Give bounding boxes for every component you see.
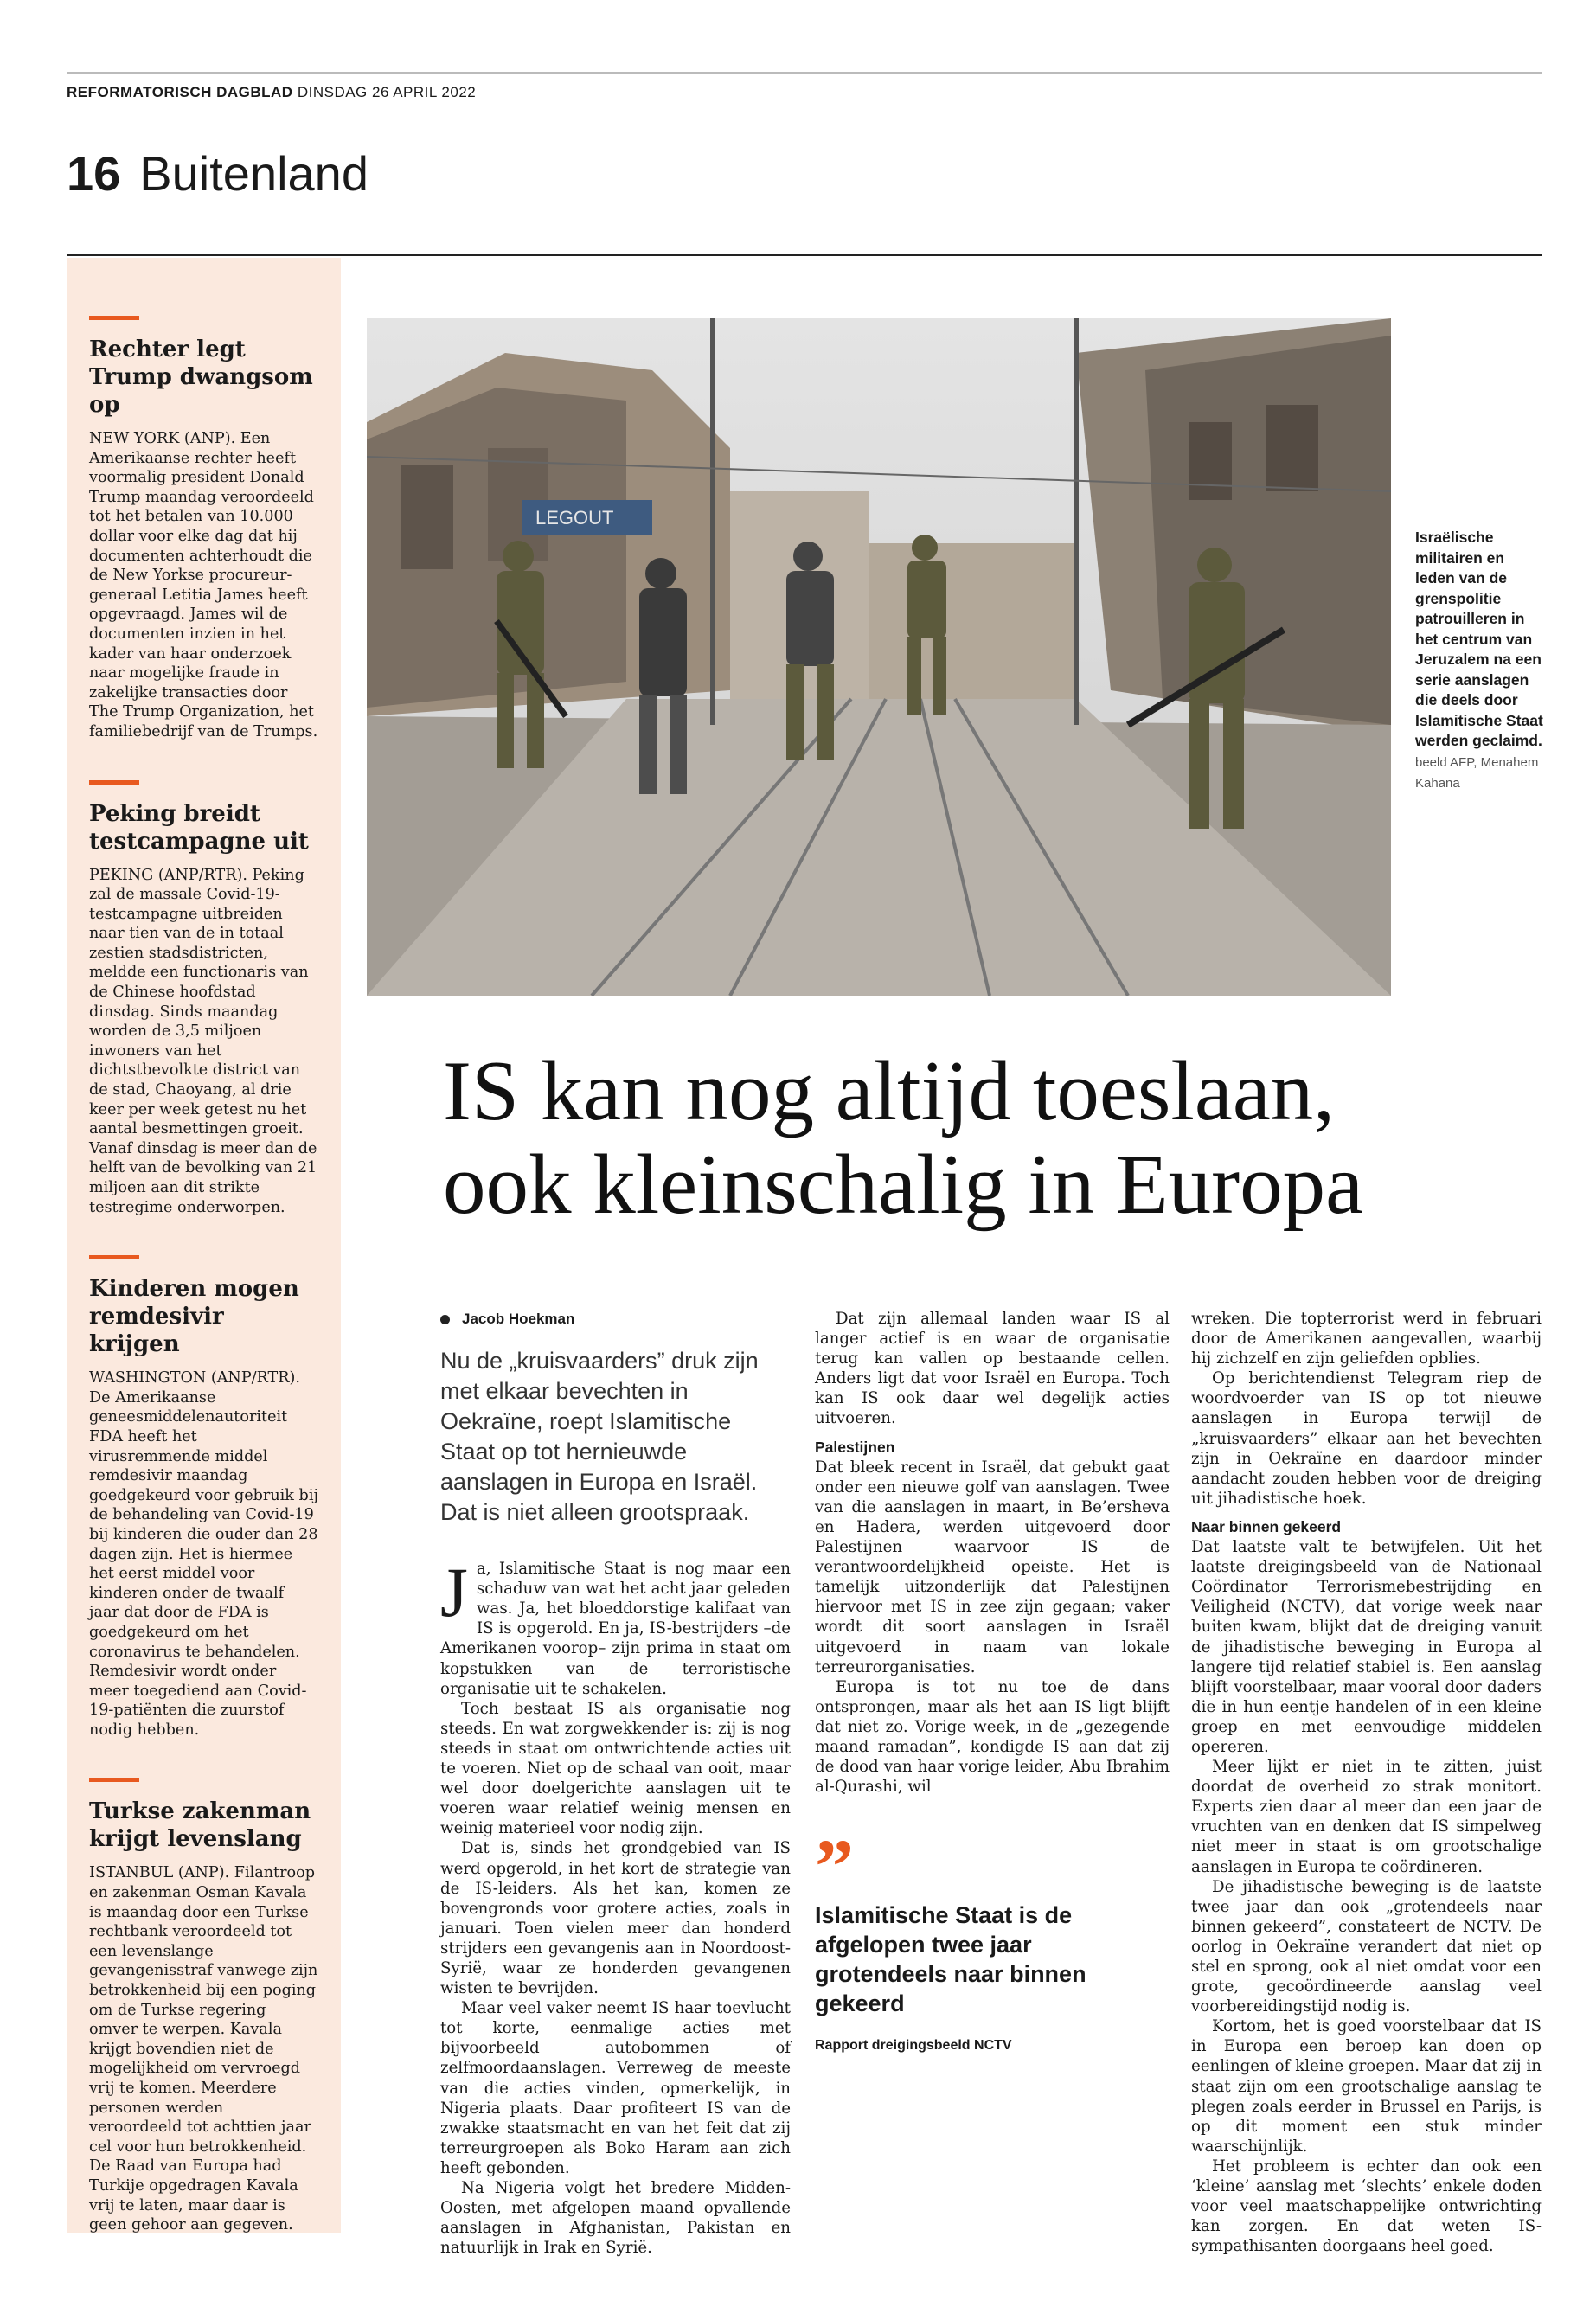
- brief-title: Rechter legt Trump dwangsom op: [89, 336, 313, 418]
- brief-body: PEKING (ANP/RTR). Peking zal de massale Covid-19-testcampagne uitbreiden naar tien van de in totaal zestien stadsdistricten, meldde een functionaris van de Chinese hoofdstad dinsdag. Sinds maandag worden de 3,5 miljoen inwoners van het dichtstbevolkte district van de stad, Chaoyang, al drie keer per week getest nu het aantal besmettingen groeit. Vanaf dinsdag is meer dan de helft van de bevolking van 21 miljoen aan dit strikte testregime onderworpen.: [89, 866, 317, 1216]
- section-header: [67, 145, 369, 202]
- article-column-1: [440, 1309, 791, 2258]
- paragraph: Meer lijkt er niet in te zitten, juist doordat de overheid zo strak monitort. Experts zien daar al meer dan een jaar de vruchten van en denken dat IS simpelweg niet meer in staat is om grootschalige aanslagen in Europa te coördineren.: [1191, 1758, 1542, 1876]
- news-briefs-sidebar: [67, 258, 341, 2233]
- paragraph: Dat laatste valt te betwijfelen. Uit het laatste dreigingsbeeld van de Nationaal Coördinator Terrorismebestrijding en Veiligheid (NCTV), dat vorige week naar buiten kwam, blijkt dat de dreiging vanuit de jihadistische beweging in Europa al langere tijd relatief stabiel is. Een aanslag blijft voorstelbaar, maar vooral door daders die in hun eentje handelen of in een kleine groep en met eenvoudige middelen opereren.: [1191, 1538, 1542, 1756]
- paragraph: Dat bleek recent in Israël, dat gebukt gaat onder een nieuwe golf van aanslagen. Twee van die aanslagen in maart, in Be’ersheva en Hadera, werden uitgevoerd door Palestijnen waarvoor IS de verantwoordelijkheid opeiste. Het is tamelijk uitzonderlijk dat Palestijnen hiervoor met IS in zee zijn gegaan; vaker wordt dit soort aanslagen in Israël uitgevoerd in naam van lokale terreurorganisaties.: [815, 1458, 1170, 1676]
- brief-accent-bar: [89, 1255, 139, 1259]
- paragraph: Kortom, het is goed voorstelbaar dat IS in Europa een beroep kan doen op eenlingen of kleine groepen. Maar dat zij in staat zijn om een grootschalige aanslag te plegen zoals eerder in Brussel en Parijs, is op dit moment een stuk minder waarschijnlijk.: [1191, 2017, 1542, 2156]
- brief-body: NEW YORK (ANP). Een Amerikaanse rechter heeft voormalig president Donald Trump maandag veroordeeld tot het betalen van 10.000 dollar voor elke dag dat hij documenten achterhoudt die de New Yorkse procureur-generaal Letitia James heeft opgevraagd. James wil de documenten inzien in het kader van haar onderzoek naar mogelijke fraude in zakelijke transacties door The Trump Organization, het familiebedrijf van de Trumps.: [89, 430, 318, 740]
- bullet-icon: [440, 1315, 450, 1324]
- brief-item: [89, 1255, 318, 1740]
- brief-item: [89, 780, 318, 1218]
- paragraph: Toch bestaat IS als organisatie nog steeds. En wat zorgwekkender is: zij is nog steeds in staat om ontwrichtende acties uit te voeren. Niet op de schaal van ooit, maar wel door doelgerichte aanslagen uit te voeren waar relatief weinig mensen en weinig materieel voor nodig zijn.: [440, 1699, 791, 1838]
- brief-item: [89, 316, 318, 742]
- author-name: Jacob Hoekman: [462, 1311, 575, 1327]
- paragraph: wreken. Die topterrorist werd in februari door de Amerikanen aangevallen, waarbij hij zichzelf en zijn geliefden opblies.: [1191, 1310, 1542, 1368]
- article-intro: Nu de „kruisvaarders” druk zijn met elkaar bevechten in Oekraïne, roept Islamitische Staat op tot hernieuwde aanslagen in Europa en Israël. Dat is niet alleen grootspraak.: [440, 1348, 759, 1526]
- brief-body: WASHINGTON (ANP/RTR). De Amerikaanse geneesmiddelenautoriteit FDA heeft het virusremmende middel remdesivir maandag goedgekeurd voor gebruik bij de behandeling van Covid-19 bij kinderen die ouder dan 28 dagen zijn. Het is hiermee het eerst middel voor kinderen onder de twaalf jaar dat door de FDA is goedgekeurd om het coronavirus te behandelen. Remdesivir wordt onder meer toegediend aan Covid-19-patiënten die zuurstof nodig hebben.: [89, 1369, 318, 1739]
- pull-quote: [815, 1824, 1170, 2055]
- paragraph: Het probleem is echter dan ook een ‘kleine’ aanslag met ‘slechts’ enkele doden voor veel maatschappelijke ontwrichting kan zorgen. En dat weten IS-sympathisanten doorgaans heel goed.: [1191, 2157, 1542, 2256]
- brief-accent-bar: [89, 780, 139, 785]
- article-column-3: [1191, 1309, 1542, 2256]
- paragraph: Op berichtendienst Telegram riep de woordvoerder van IS op tot nieuwe aanslagen in Europa terwijl de „kruisvaarders” elkaar aan het bevechten zijn in Oekraïne en daardoor minder aandacht zouden hebben voor de dreiging uit jihadistische hoek.: [1191, 1369, 1542, 1508]
- paragraph: Maar veel vaker neemt IS haar toevlucht tot korte, eenmalige acties met bijvoorbeeld autobommen of zelfmoordaanslagen. Verreweg de meeste van die acties vinden, opmerkelijk, in Nigeria plaats. Daar profiteert IS van de zwakke staatsmacht en van het feit dat zij terreurgroepen als Boko Haram aan zich heeft gebonden.: [440, 1999, 791, 2177]
- subheading: Palestijnen: [815, 1438, 895, 1456]
- brief-accent-bar: [89, 1778, 139, 1782]
- brief-body: ISTANBUL (ANP). Filantroop en zakenman Osman Kavala is maandag door een Turkse rechtbank veroordeeld tot een levenslange gevangenisstraf vanwege zijn betrokkenheid bij een poging om de Turkse regering omver te werpen. Kavala krijgt bovendien niet de mogelijkheid om vervroegd vrij te komen. Meerdere personen werden veroordeeld tot achttien jaar cel voor hun betrokkenheid. De Raad van Europa had Turkije opgedragen Kavala vrij te laten, maar daar is geen gehoor aan gegeven.: [89, 1864, 318, 2234]
- page-number: 16: [67, 146, 121, 201]
- brief-title: Kinderen mogen remdesivir krijgen: [89, 1276, 299, 1358]
- quote-source: Rapport dreigingsbeeld NCTV: [815, 2038, 1012, 2054]
- caption-text: Israëlische militairen en leden van de grenspolitie patrouilleren in het centrum van Jeruzalem na een serie aanslagen die deels door Islamitische Staat werden geclaimd.: [1415, 529, 1543, 749]
- subheading: Naar binnen gekeerd: [1191, 1517, 1342, 1535]
- paragraph: Dat is, sinds het grondgebied van IS werd opgerold, in het kort de strategie van de IS-leiders. Als het kan, komen ze bovengronds voor grotere acties, zoals in januari. Toen vielen meer dan honderd strijders een gevangenis aan in Noordoost-Syrië, waar ze honderden gevangenen wisten te bevrijden.: [440, 1839, 791, 1998]
- quote-text: Islamitische Staat is de afgelopen twee jaar grotendeels naar binnen gekeerd: [815, 1902, 1086, 2017]
- paragraph: Na Nigeria volgt het bredere Midden-Oosten, met afgelopen maand opvallende aanslagen in Afghanistan, Pakistan en natuurlijk in Irak en Syrië.: [440, 2179, 791, 2258]
- paragraph: Europa is tot nu toe de dans ontsprongen, maar als het aan IS ligt blijft dat niet zo. Vorige week, in de „gezegende maand ramadan”, kondigde IS aan dat zij de dood van haar vorige leider, Abu Ibrahim al-Qurashi, wil: [815, 1677, 1170, 1797]
- article-headline: [443, 1045, 1533, 1232]
- street-patrol-illustration: [367, 318, 1391, 996]
- issue-date: DINSDAG 26 APRIL 2022: [297, 84, 477, 100]
- brief-title: Turkse zakenman krijgt levenslang: [89, 1798, 311, 1853]
- brief-accent-bar: [89, 316, 139, 320]
- photo-credit: beeld AFP, Menahem Kahana: [1415, 754, 1539, 791]
- headline-line-1: IS kan nog altijd toeslaan,: [443, 1044, 1336, 1138]
- shop-sign: LEGOUT: [535, 507, 614, 529]
- masthead: [67, 72, 1542, 101]
- section-divider: [67, 254, 1542, 256]
- brief-item: [89, 1778, 318, 2234]
- news-photo: [367, 318, 1391, 996]
- drop-cap: J: [440, 1553, 468, 1632]
- paragraph: De jihadistische beweging is de laatste twee jaar dan ook „grotendeels naar binnen gekeerd”, constateert de NCTV. De oorlog in Oekraïne verandert dat niet op stel en sprong, ook al niet omdat voor een grote, gecoördineerde aanslag veel voorbereidingstijd nodig is.: [1191, 1877, 1542, 2016]
- section-title: Buitenland: [139, 146, 369, 201]
- headline-line-2: ook kleinschalig in Europa: [443, 1138, 1364, 1232]
- paper-name: REFORMATORISCH DAGBLAD: [67, 84, 293, 100]
- byline: [440, 1309, 791, 1329]
- article-column-2: [815, 1309, 1170, 2055]
- quote-mark-icon: ”: [815, 1824, 854, 1911]
- brief-title: Peking breidt testcampagne uit: [89, 800, 309, 855]
- photo-caption: [1415, 528, 1545, 794]
- paragraph: Dat zijn allemaal landen waar IS al langer actief is en waar de organisatie terug kan vallen op bestaande cellen. Anders ligt dat voor Israël en Europa. Toch kan IS ook daar wel degelijk acties uitvoeren.: [815, 1310, 1170, 1428]
- paragraph: Ja, Islamitische Staat is nog maar een schaduw van wat het acht jaar geleden was. Ja, het bloeddorstige kalifaat van IS is opgerold. En ja, IS-bestrijders –de Amerikanen voorop– zijn prima in staat om kopstukken van de terroristische organisatie uit te schakelen.: [440, 1553, 791, 1698]
